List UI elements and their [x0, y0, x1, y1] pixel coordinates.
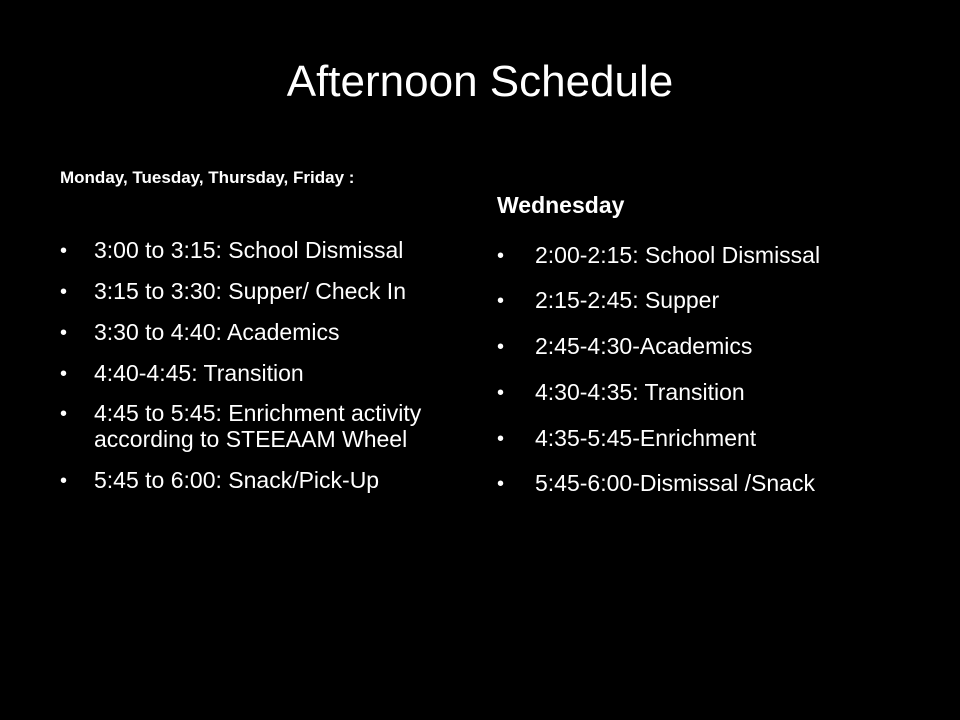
list-item-text: 2:45-4:30-Academics	[535, 333, 753, 360]
list-item	[497, 334, 917, 360]
bullet-icon: •	[497, 427, 505, 450]
bullet-icon: •	[497, 473, 505, 496]
list-item-text: 4:40-4:45: Transition	[94, 359, 304, 386]
list-item-text: 3:30 to 4:40: Academics	[94, 318, 340, 345]
wednesday-schedule-column	[497, 192, 917, 517]
bullet-icon: •	[497, 336, 505, 359]
slide-title: Afternoon Schedule	[286, 57, 674, 106]
list-item	[497, 471, 917, 497]
list-item	[60, 320, 460, 346]
list-item	[60, 279, 460, 305]
list-item	[497, 380, 917, 406]
list-item	[60, 468, 460, 494]
list-item-text: 2:15-2:45: Supper	[535, 287, 720, 314]
weekday-schedule-heading: Monday, Tuesday, Thursday, Friday :	[60, 168, 355, 187]
list-item	[60, 361, 460, 387]
list-item	[497, 243, 917, 269]
list-item-text: 3:15 to 3:30: Supper/ Check In	[94, 278, 406, 305]
weekday-schedule-list	[60, 238, 460, 493]
bullet-icon: •	[497, 290, 505, 313]
list-item-text: 2:00-2:15: School Dismissal	[535, 241, 821, 268]
list-item-text: 4:45 to 5:45: Enrichment activity according to STEEAAM Wheel	[94, 400, 422, 453]
bullet-icon: •	[60, 403, 68, 426]
list-item-text: 5:45-6:00-Dismissal /Snack	[535, 470, 815, 497]
bullet-icon: •	[497, 381, 505, 404]
wednesday-schedule-list	[497, 243, 917, 498]
list-item-text: 5:45 to 6:00: Snack/Pick-Up	[94, 466, 380, 493]
bullet-icon: •	[60, 240, 68, 263]
list-item	[60, 401, 460, 453]
list-item	[60, 238, 460, 264]
list-item-text: 4:35-5:45-Enrichment	[535, 424, 757, 451]
list-item	[497, 288, 917, 314]
bullet-icon: •	[60, 469, 68, 492]
bullet-icon: •	[497, 244, 505, 267]
bullet-icon: •	[60, 281, 68, 304]
list-item	[497, 426, 917, 452]
wednesday-schedule-heading: Wednesday	[497, 192, 625, 218]
bullet-icon: •	[60, 321, 68, 344]
list-item-text: 3:00 to 3:15: School Dismissal	[94, 237, 404, 264]
list-item-text: 4:30-4:35: Transition	[535, 378, 745, 405]
bullet-icon: •	[60, 362, 68, 385]
weekday-schedule-column	[60, 168, 460, 509]
